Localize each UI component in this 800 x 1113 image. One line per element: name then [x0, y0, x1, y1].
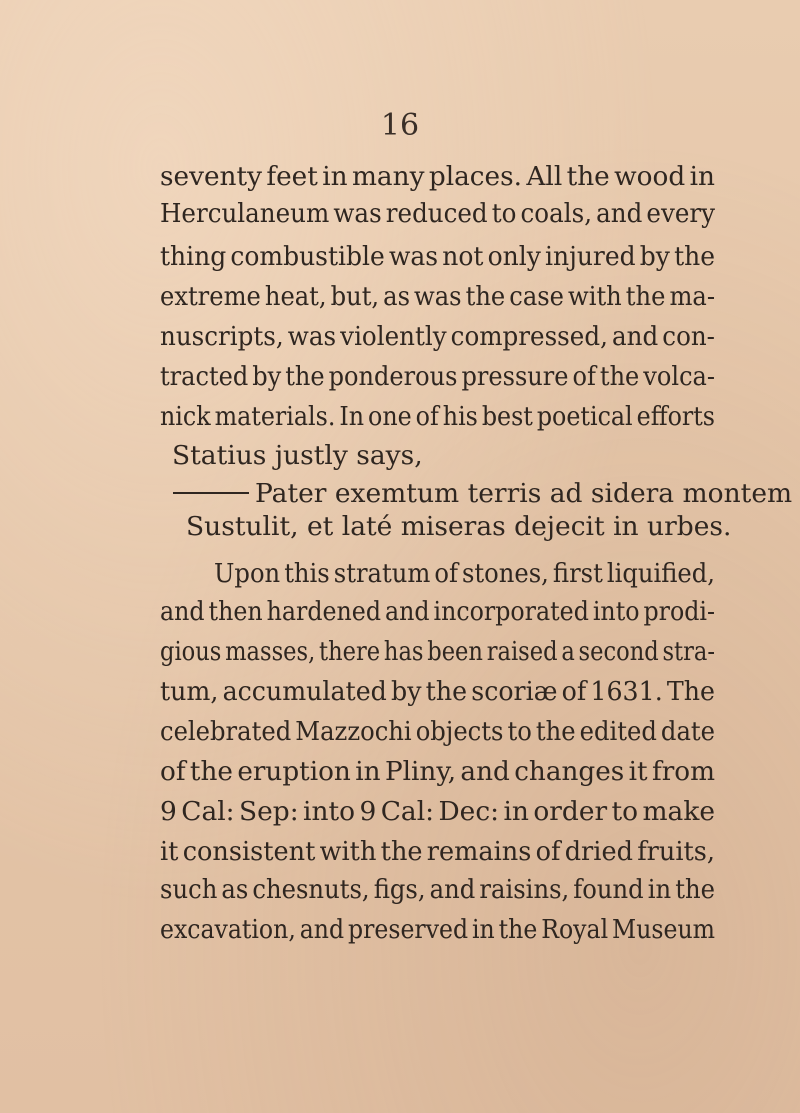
text-line: excavation, and preserved in the Royal Museum [160, 914, 715, 945]
text-line: nuscripts, was violently compressed, and con- [160, 321, 715, 352]
text-line: seventy feet in many places. All the wood in [160, 161, 715, 192]
text-line: extreme heat, but, as was the case with the ma- [160, 281, 715, 312]
text-line: celebrated Mazzochi objects to the edited date [160, 716, 715, 747]
verse-text: Pater exemtum terris ad sidera montem [255, 478, 793, 509]
em-dash-rule [173, 492, 249, 494]
text-line: it consistent with the remains of dried fruits, [160, 836, 715, 867]
text-line: Statius justly says, [172, 440, 423, 471]
text-line: such as chesnuts, figs, and raisins, found in the [160, 874, 715, 905]
text-line: tracted by the ponderous pressure of the volca- [160, 361, 715, 392]
page-number: 16 [380, 108, 420, 143]
text-line: thing combustible was not only injured by the [160, 241, 715, 272]
text-line: 9 Cal: Sep: into 9 Cal: Dec: in order to make [160, 796, 715, 827]
text-line: gious masses, there has been raised a second stra- [160, 636, 715, 667]
text-line: Herculaneum was reduced to coals, and every [160, 198, 715, 229]
text-line: nick materials. In one of his best poetical efforts [160, 401, 715, 432]
text-line: Upon this stratum of stones, first liquified, [214, 558, 715, 589]
text-line: tum, accumulated by the scoriæ of 1631. The [160, 676, 715, 707]
text-line: and then hardened and incorporated into prodi- [160, 596, 715, 627]
verse-line: Sustulit, et laté miseras dejecit in urbes. [186, 511, 732, 542]
text-line: of the eruption in Pliny, and changes it from [160, 756, 715, 787]
verse-line [173, 477, 792, 511]
